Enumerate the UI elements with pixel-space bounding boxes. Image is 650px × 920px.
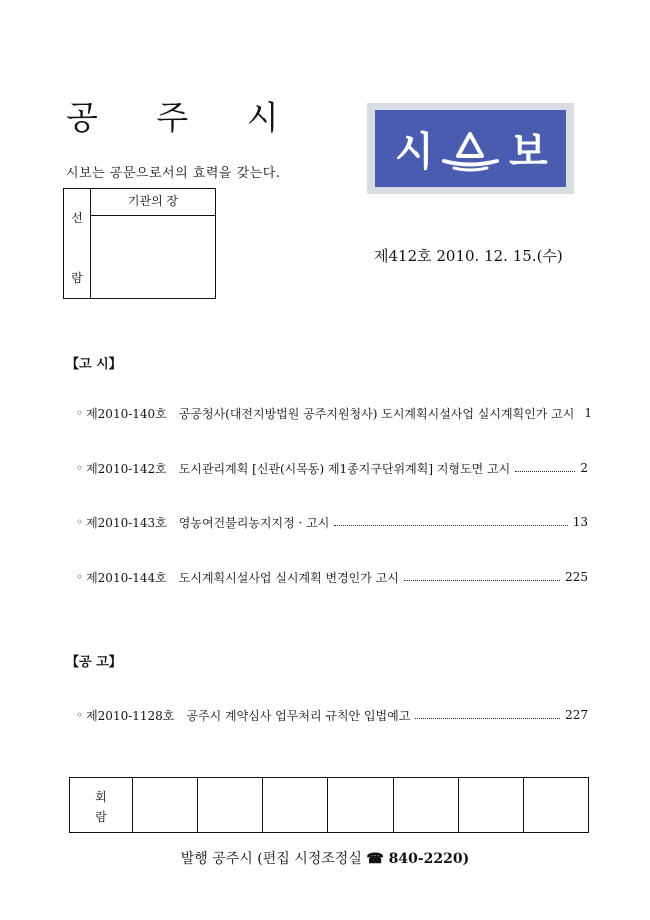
bullet-icon: ◦: [76, 515, 84, 529]
entry-number: 제2010-144호: [86, 570, 167, 585]
issue-number-date: 제412호 2010. 12. 15.(수): [374, 247, 563, 265]
entry-page: 1: [584, 406, 592, 420]
bullet-icon: ◦: [76, 570, 84, 584]
signature-cell: [328, 778, 393, 832]
review-header: 기관의 장: [91, 189, 215, 216]
entry-title: 도시관리계획 [신관(시목동) 제1종지구단위계획] 지형도면 고시: [178, 461, 511, 476]
review-side-label: [64, 189, 91, 298]
signature-cell: [263, 778, 328, 832]
bullet-icon: ◦: [76, 461, 84, 475]
section-heading-notices: [66, 353, 122, 372]
leader-dots: [334, 525, 567, 526]
review-side-bottom: 람: [71, 271, 83, 285]
entry-page: 13: [572, 515, 588, 529]
circulation-label-top: 회: [95, 790, 107, 804]
entry-title: 공공청사(대전지방법원 공주지원청사) 도시계획시설사업 실시계획인가 고시: [178, 406, 575, 421]
entry-number: 제2010-142호: [86, 461, 167, 476]
entry-title: 영농여건불리농지지정 · 고시: [178, 515, 330, 530]
logo-right-char: 보: [509, 129, 548, 175]
entry-page: 2: [580, 461, 588, 475]
entry-page: 227: [565, 708, 588, 722]
city-title: 공 주 시: [66, 98, 303, 137]
bullet-icon: ◦: [76, 406, 84, 420]
telephone-icon: ☎ 840-2220): [366, 851, 470, 867]
toc-entry[interactable]: [76, 705, 588, 725]
tagline: 시보는 공문으로서의 효력을 갖는다.: [66, 166, 281, 181]
entry-number: 제2010-143호: [86, 515, 167, 530]
signature-cell: [524, 778, 588, 832]
entry-title: 공주시 계약심사 업무처리 규칙안 입법예고: [186, 708, 411, 723]
publisher-text: 발행 공주시 (편집 시정조정실: [180, 851, 362, 867]
circulation-label: [70, 778, 133, 832]
leader-dots: [515, 471, 575, 472]
leader-dots: [415, 718, 560, 719]
leader-dots: [404, 580, 560, 581]
publisher-footer: [0, 848, 650, 868]
entry-page: 225: [565, 570, 588, 584]
toc-entry[interactable]: [76, 403, 592, 423]
logo-panel: [375, 110, 566, 187]
review-box: [63, 188, 216, 299]
entry-number: 제2010-1128호: [86, 708, 175, 723]
section-heading-announcements: [66, 651, 122, 670]
circulation-table: [69, 777, 589, 833]
logo-left-char: 시: [395, 129, 434, 175]
toc-entry[interactable]: [76, 567, 588, 587]
mountain-water-emblem-icon: [442, 130, 499, 172]
circulation-label-bottom: 람: [95, 810, 107, 824]
section-heading-text: 【고 시】: [66, 357, 122, 372]
gazette-logo: [367, 103, 574, 194]
toc-entry[interactable]: [76, 458, 588, 478]
toc-entry[interactable]: [76, 512, 588, 532]
bullet-icon: ◦: [76, 708, 84, 722]
signature-cell: [133, 778, 198, 832]
entry-number: 제2010-140호: [86, 406, 167, 421]
signature-cell: [394, 778, 459, 832]
entry-title: 도시계획시설사업 실시계획 변경인가 고시: [178, 570, 399, 585]
signature-cell: [198, 778, 263, 832]
section-heading-text: 【공 고】: [66, 655, 122, 670]
review-side-top: 선: [71, 211, 83, 225]
signature-cell: [459, 778, 524, 832]
